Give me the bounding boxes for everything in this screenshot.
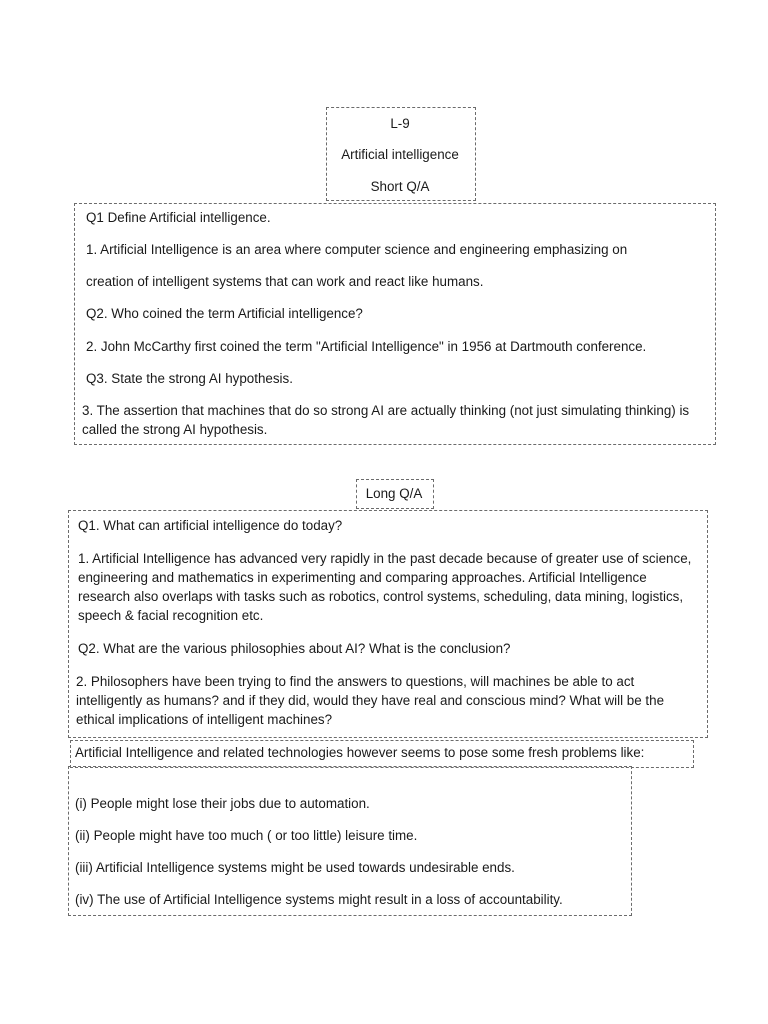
- short-answer-1-line1: 1. Artificial Intelligence is an area where computer science and engineering emphasizing on: [86, 242, 628, 257]
- problem-item-4: (iv) The use of Artificial Intelligence systems might result in a loss of accountability.: [75, 892, 563, 907]
- problem-item-1: (i) People might lose their jobs due to automation.: [75, 796, 370, 811]
- problem-item-2: (ii) People might have too much ( or too little) leisure time.: [75, 828, 418, 843]
- long-answer-1: 1. Artificial Intelligence has advanced very rapidly in the past decade because of greater use of science, engineering and mathematics in experimenting and comparing approaches. Artificial Intelligence research also overlaps with tasks such as robotics, control systems, scheduling, data mining, logistics, speech & facial recognition etc.: [78, 551, 692, 623]
- short-answer-1-line2: creation of intelligent systems that can work and react like humans.: [86, 274, 484, 289]
- long-answer-2: 2. Philosophers have been trying to find the answers to questions, will machines be able to act intelligently as humans? and if they did, would they have real and conscious mind? What will be the ethical implications of intelligent machines?: [76, 674, 665, 727]
- problems-intro: Artificial Intelligence and related technologies however seems to pose some fresh problems like:: [75, 745, 645, 760]
- short-answer-2: 2. John McCarthy first coined the term "Artificial Intelligence" in 1956 at Dartmouth conference.: [86, 339, 647, 354]
- page-title: Artificial intelligence: [341, 147, 459, 162]
- section-heading-long: Long Q/A: [365, 486, 423, 501]
- problem-item-3: (iii) Artificial Intelligence systems might be used towards undesirable ends.: [75, 860, 515, 875]
- short-question-1: Q1 Define Artificial intelligence.: [86, 210, 271, 225]
- short-question-2: Q2. Who coined the term Artificial intelligence?: [86, 306, 363, 321]
- section-heading-short: Short Q/A: [370, 179, 430, 194]
- long-question-2: Q2. What are the various philosophies about AI? What is the conclusion?: [78, 641, 511, 656]
- short-answer-3: 3. The assertion that machines that do so strong AI are actually thinking (not just simulating thinking) is called the strong AI hypothesis.: [82, 403, 690, 437]
- long-question-1: Q1. What can artificial intelligence do today?: [78, 518, 343, 533]
- short-question-3: Q3. State the strong AI hypothesis.: [86, 371, 293, 386]
- lesson-number: L-9: [390, 116, 410, 131]
